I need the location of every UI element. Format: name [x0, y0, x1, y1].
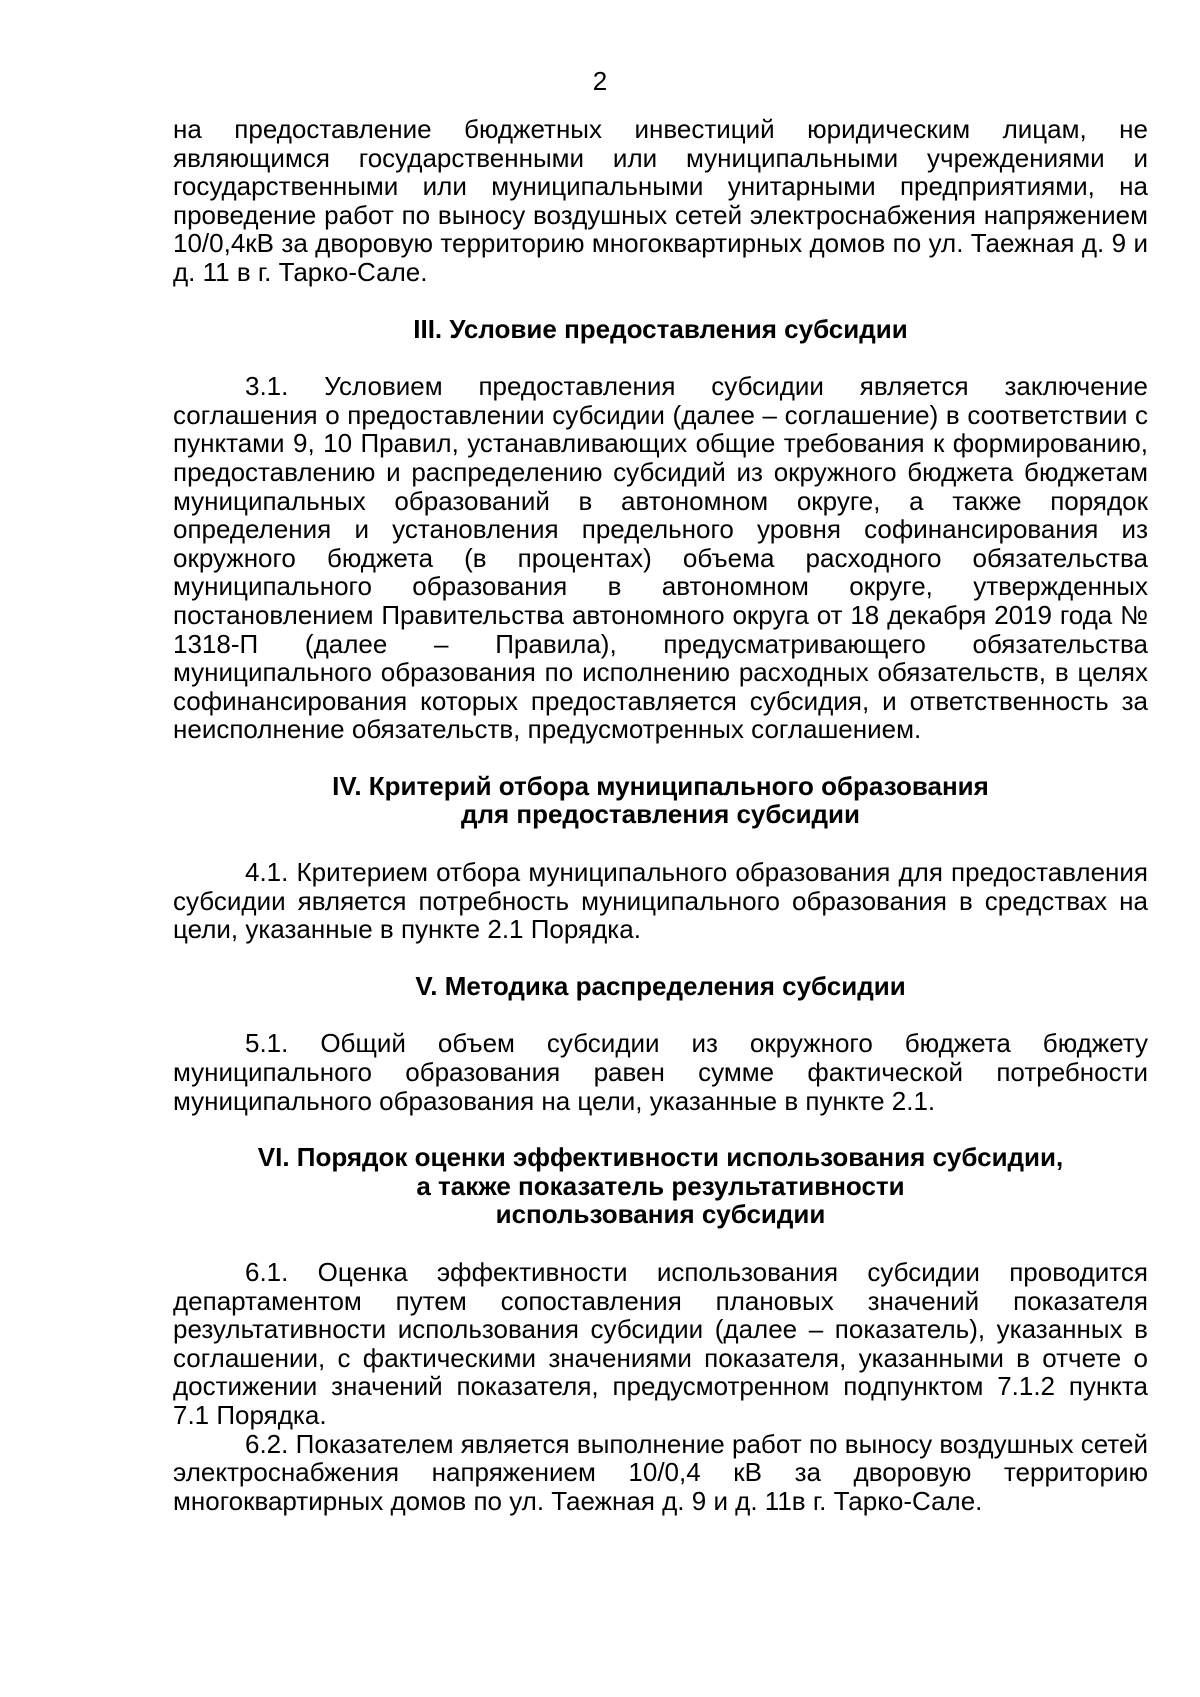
spacer [173, 1000, 1148, 1029]
section-6-heading-line-3: использования субсидии [495, 1199, 826, 1230]
section-4-heading-line-2: для предоставления субсидии [460, 799, 861, 830]
document-body [173, 115, 1148, 1515]
spacer [173, 829, 1148, 858]
spacer [173, 287, 1148, 315]
spacer [173, 1115, 1148, 1143]
section-3-heading: III. Условие предоставления субсидии [413, 313, 908, 344]
clause-4-1: 4.1. Критерием отбора муниципального образования для предоставления субсидии является потребность муниципального образования в средствах на цели, указанные в пункте 2.1 Порядка. [173, 857, 1148, 945]
section-4-heading [173, 772, 1148, 829]
clause-5-1: 5.1. Общий объем субсидии из окружного бюджета бюджету муниципального образования равен сумме фактической потребности муниципального образования на цели, указанные в пункте 2.1. [173, 1028, 1148, 1116]
clause-6-1: 6.1. Оценка эффективности использования субсидии проводится департаментом путем сопоставления плановых значений показателя результативности использования субсидии (далее – показатель), указанных в соглашении, с фактическими значениями показателя, указанными в отчете о достижении значений показателя, предусмотренном подпунктом 7.1.2 пункта 7.1 Порядка. [173, 1257, 1148, 1430]
section-6-heading-line-2: а также показатель результативности [416, 1170, 905, 1201]
page-number: 2 [592, 66, 608, 96]
section-6-heading-line-1: VI. Порядок оценки эффективности использования субсидии, [257, 1142, 1064, 1173]
clause-6-2: 6.2. Показателем является выполнение работ по выносу воздушных сетей электроснабжения напряжением 10/0,4 кВ за дворовую территорию многоквартирных домов по ул. Таежная д. 9 и д. 11в г. Тарко-Сале. [173, 1428, 1148, 1516]
section-5-heading: V. Методика распределения субсидии [415, 970, 906, 1001]
spacer [173, 744, 1148, 772]
spacer [173, 944, 1148, 972]
spacer [173, 1229, 1148, 1258]
section-4-heading-line-1: IV. Критерий отбора муниципального образования [332, 770, 989, 801]
section-6-heading [173, 1143, 1148, 1229]
intro-paragraph: на предоставление бюджетных инвестиций юридическим лицам, не являющимся государственными или муниципальными учреждениями и государственными или муниципальными унитарными предприятиями, на проведение работ по выносу воздушных сетей электроснабжения напряжением 10/0,4кВ за дворовую территорию многоквартирных домов по ул. Таежная д. 9 и д. 11 в г. Тарко-Сале. [173, 114, 1148, 287]
spacer [173, 343, 1148, 372]
clause-3-1: 3.1. Условием предоставления субсидии является заключение соглашения о предоставлении субсидии (далее – соглашение) в соответствии с пунктами 9, 10 Правил, устанавливающих общие требования к формированию, предоставлению и распределению субсидий из окружного бюджета бюджетам муниципальных образований в автономном округе, а также порядок определения и установления предельного уровня софинансирования из окружного бюджета (в процентах) объема расходного обязательства муниципального образования в автономном округе, утвержденных постановлением Правительства автономного округа от 18 декабря 2019 года № 1318-П (далее – Правила), предусматривающего обязательства муниципального образования по исполнению расходных обязательств, в целях софинансирования которых предоставляется субсидия, и ответственность за неисполнение обязательств, предусмотренных соглашением. [173, 371, 1148, 745]
